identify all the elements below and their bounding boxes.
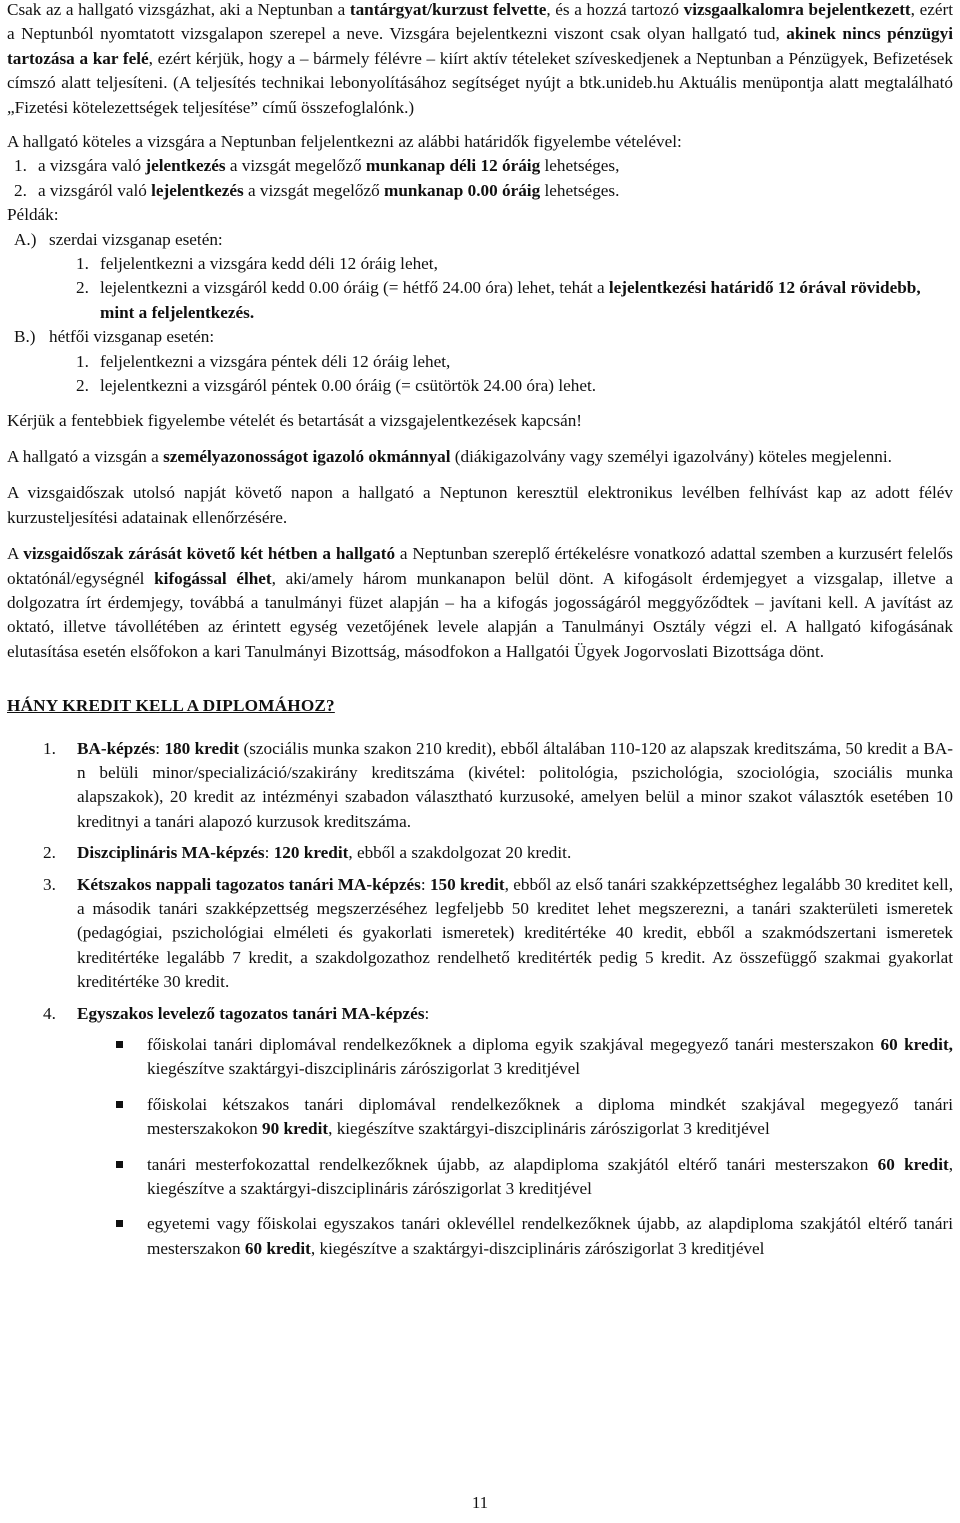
- paragraph-objection: A vizsgaidőszak zárását követő két hétben a hallgató a Neptunban szereplő értékelésre vonatkozó adattal szemben a kurzusért felelős oktatónál/egységnél kifogással élhet, aki/amely három munkanapon belül dönt. A kifogásolt érdemjegyet a vizsgalap, illetve a dolgozatra írt érdemjegy, továbbá a tanulmányi füzet alapján – ha a kifogás jogosságáról meggyőződtek – javítani kell. A javítást az oktató, illetve távollétében az érintett egység vezetőjének levele alapján a Tanulmányi Osztály végzi el. A hallgató kifogásának elutasítása esetén elsőfokon a kari Tanulmányi Bizottság, másodfokon a Hallgatói Ügyek Jogorvoslati Bizottsága dönt.: [7, 544, 953, 661]
- square-bullet-icon: [116, 1041, 123, 1048]
- credit-bullet: tanári mesterfokozattal rendelkezőknek újabb, az alapdiploma szakjától eltérő tanári mesterszakon 60 kredit, kiegészítve a szaktárgyi-diszciplináris zárószigorlat 3 kreditjével: [113, 1153, 953, 1202]
- example-a: A.) szerdai vizsganap esetén: 1. feljelentkezni a vizsgára kedd déli 12 óráig lehet, 2. lejelentkezni a vizsgáról kedd 0.00 óráig (= hétfő 24.00 óra) lehet, tehát a lejelentkezési határidő 12 órával rövidebb, mint a feljelentkezés.: [14, 228, 953, 326]
- square-bullet-icon: [116, 1220, 123, 1227]
- credit-item: 4. Egyszakos levelező tagozatos tanári MA-képzés:: [43, 1003, 430, 1023]
- example-b-item: 2. lejelentkezni a vizsgáról péntek 0.00 óráig (= csütörtök 24.00 óra) lehet.: [76, 376, 597, 396]
- credit-bullet: főiskolai kétszakos tanári diplomával rendelkezőknek a diploma mindkét szakjával megegyező tanári mesterszakokon 90 kredit, kiegészítve szaktárgyi-diszciplináris zárószigorlat 3 kreditjével: [113, 1093, 953, 1142]
- square-bullet-icon: [116, 1101, 123, 1108]
- example-a-item: 2. lejelentkezni a vizsgáról kedd 0.00 óráig (= hétfő 24.00 óra) lehet, tehát a lejelentkezési határidő 12 órával rövidebb, mint a feljelentkezés.: [76, 278, 921, 322]
- page-number: 11: [471, 1493, 489, 1512]
- credit-item: 3. Kétszakos nappali tagozatos tanári MA-képzés: 150 kredit, ebből az első tanári szakképzettséghez legalább 30 kreditet kell, a második tanári szakképzettség megszerzéséhez legfeljebb 50 kreditet lehet megszerezni, a tanári szakterületi ismeretek (pedagógiai, pszichológiai elméleti és gyakorlati ismeretek) kreditértéke 40 kredit, ebből a szakmódszertani ismeretek kreditértéke legalább 7 kredit, a szakdolgozathoz rendelhető kreditérték pedig 5 kredit. Az összefüggő szakmai gyakorlat kreditértéke 30 kredit.: [43, 874, 953, 992]
- section-heading: HÁNY KREDIT KELL A DIPLOMÁHOZ?: [7, 696, 335, 716]
- paragraph-request: Kérjük a fentebbiek figyelembe vételét és betartását a vizsgajelentkezések kapcsán!: [7, 410, 583, 430]
- credit-item: 2. Diszciplináris MA-képzés: 120 kredit, ebből a szakdolgozat 20 kredit.: [43, 843, 572, 863]
- credit-bullet: egyetemi vagy főiskolai egyszakos tanári oklevéllel rendelkezőknek újabb, az alapdiploma szakjától eltérő tanári mesterszakon 60 kredit, kiegészítve a szaktárgyi-diszciplináris zárószigorlat 3 kreditjével: [113, 1212, 953, 1261]
- paragraph-id-requirement: A hallgató a vizsgán a személyazonosságot igazoló okmánnyal (diákigazolvány vagy személyi igazolvány) köteles megjelenni.: [7, 446, 892, 466]
- credit-item: 1. BA-képzés: 180 kredit (szociális munka szakon 210 kredit), ebből általában 110-120 az alapszak kreditszáma, 50 kredit a BA-n belüli minor/specializáció/szakirány kreditszáma (kivétel: politológia, pszichológia, szociológia, szociális munka alapszakok), 20 kredit az intézményi szabadon választható kurzusoké, amelyen belül a minor szakot választók esetében 10 kreditnyi a tanári alapozó kurzusok kreditszáma.: [43, 738, 953, 831]
- paragraph-exam-period-end: A vizsgaidőszak utolsó napját követő napon a hallgató a Neptunon keresztül elektronikus levélben felhívást kap az adott félév kurzusteljesítési adatainak ellenőrzésére.: [7, 483, 953, 527]
- example-b: B.) hétfői vizsganap esetén: 1. feljelentkezni a vizsgára péntek déli 12 óráig lehet, 2. lejelentkezni a vizsgáról péntek 0.00 óráig (= csütörtök 24.00 óra) lehet.: [14, 325, 953, 398]
- document-page: [7, 0, 953, 1272]
- paragraph-registration-rules: Csak az a hallgató vizsgázhat, aki a Neptunban a tantárgyat/kurzust felvette, és a hozzá tartozó vizsgaalkalomra bejelentkezett, ezért a Neptunból nyomtatott vizsgalapon szerepel a neve. Vizsgára bejelentkezni viszont csak olyan hallgató tud, akinek nincs pénzügyi tartozása a kar felé, ezért kérjük, hogy a – bármely félévre – kiírt aktív tételeket szíveskedjenek a Neptunban a Pénzügyek, Befizetések címszó alatt teljesíteni. (A teljesítés technikai lebonyolításához segítséget nyújt a btk.unideb.hu Aktuális menüpontja alatt megtalálható „Fizetési kötelezettségek teljesítése” című összefoglalónk.): [7, 0, 954, 117]
- deadline-list: [14, 154, 953, 203]
- credit-bullet-list: [113, 1033, 953, 1261]
- credit-bullet: főiskolai tanári diplomával rendelkezőknek a diploma egyik szakjával megegyező tanári mesterszakon 60 kredit, kiegészítve szaktárgyi-diszciplináris zárószigorlat 3 kreditjével: [113, 1033, 953, 1082]
- square-bullet-icon: [116, 1161, 123, 1168]
- paragraph-deadlines-intro: A hallgató köteles a vizsgára a Neptunban feljelentkezni az alábbi határidők figyelembe vételével:: [7, 132, 682, 152]
- example-a-item: 1. feljelentkezni a vizsgára kedd déli 12 óráig lehet,: [76, 254, 438, 274]
- deadline-item: 2. a vizsgáról való lejelentkezés a vizsgát megelőző munkanap 0.00 óráig lehetséges.: [14, 180, 620, 200]
- example-b-item: 1. feljelentkezni a vizsgára péntek déli 12 óráig lehet,: [76, 351, 451, 371]
- deadline-item: 1. a vizsgára való jelentkezés a vizsgát megelőző munkanap déli 12 óráig lehetséges,: [14, 156, 620, 176]
- credit-list: [43, 737, 953, 1026]
- examples-label: Példák:: [7, 205, 59, 225]
